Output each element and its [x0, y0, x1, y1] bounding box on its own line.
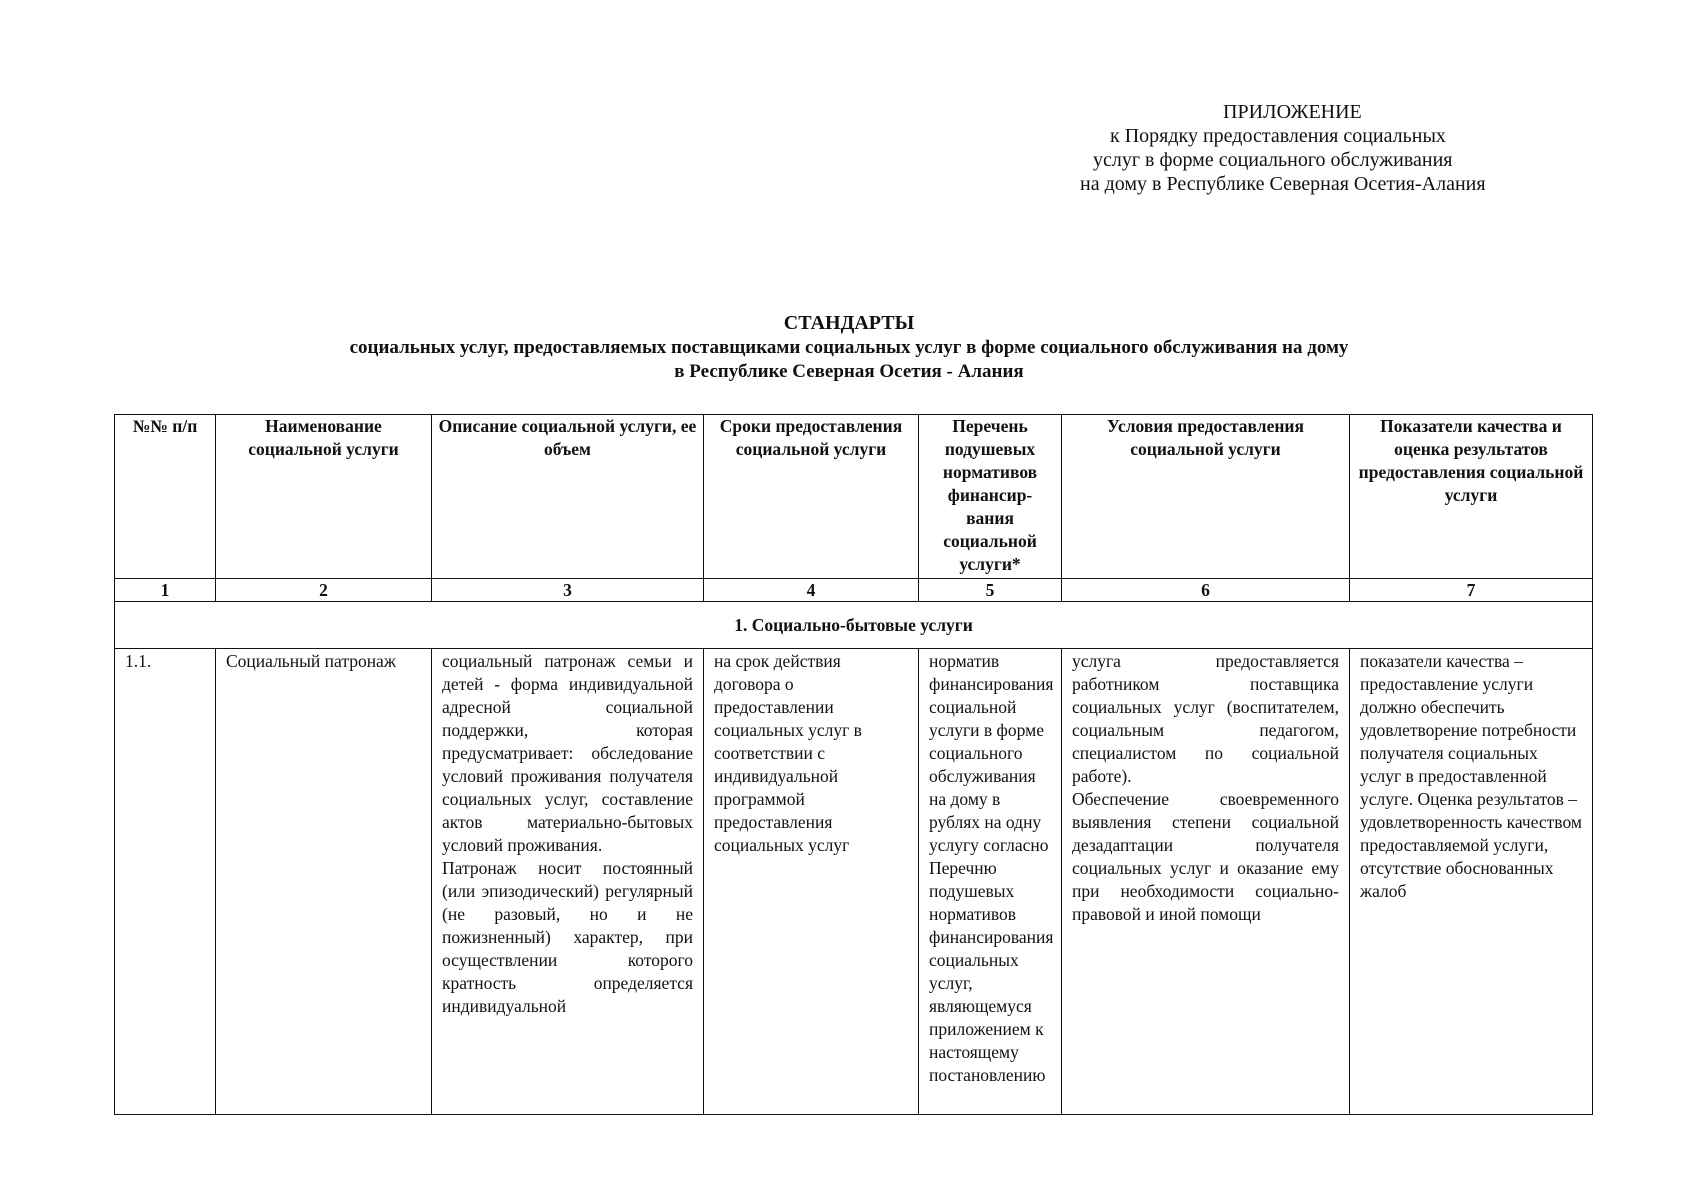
service-conditions — [1062, 649, 1350, 1115]
description-paragraph: Патронаж носит постоянный (или эпизодический) регулярный (не разовый, но и не пожизненный) характер, при осуществлении которого кратность определяется индивидуальной — [442, 858, 693, 1016]
title-subtitle: социальных услуг, предоставляемых поставщиками социальных услуг в форме социального обслуживания на дому — [349, 337, 1349, 358]
appendix-block — [1060, 100, 1580, 196]
service-norms: норматив финансирования социальной услуги в форме социального обслуживания на дому в рублях на одну услугу согласно Перечню подушевых нормативов финансирования социальных услуг, являющемуся приложением к настоящему постановлению — [919, 649, 1062, 1115]
service-name: Социальный патронаж — [216, 649, 432, 1115]
conditions-paragraph: Обеспечение своевременного выявления степени социальной дезадаптации получателя социальных услуг и оказание ему при необходимости социально-правовой и иной помощи — [1072, 789, 1339, 924]
title-subtitle-region: в Республике Северная Осетия - Алания — [674, 361, 1024, 382]
service-description — [432, 649, 704, 1115]
column-number: 5 — [919, 579, 1062, 602]
header-cell: Показатели качества и оценка результатов предоставления социальной услуги — [1350, 415, 1593, 579]
table-header-row — [115, 415, 1593, 579]
header-cell: Наименование социальной услуги — [216, 415, 432, 579]
header-cell: Перечень подушевых нормативов финансир-вания социальной услуги* — [919, 415, 1062, 579]
service-quality: показатели качества – предоставление услуги должно обеспечить удовлетворение потребности получателя социальных услуг в предоставленной услуге. Оценка результатов – удовлетворенность качеством предоставляемой услуги, отсутствие обоснованных жалоб — [1350, 649, 1593, 1115]
description-paragraph: социальный патронаж семьи и детей - форма индивидуальной адресной социальной поддержки, которая предусматривает: обследование условий проживания получателя социальных услуг, составление актов материально-бытовых условий проживания. — [442, 651, 693, 855]
section-row — [115, 602, 1593, 649]
column-number: 6 — [1062, 579, 1350, 602]
document-title — [0, 310, 1698, 384]
service-terms: на срок действия договора о предоставлении социальных услуг в соответствии с индивидуальной программой предоставления социальных услуг — [704, 649, 919, 1115]
service-number: 1.1. — [115, 649, 216, 1115]
appendix-line: на дому в Республике Северная Осетия-Алания — [1080, 173, 1486, 195]
column-number-row — [115, 579, 1593, 602]
header-cell: Сроки предоставления социальной услуги — [704, 415, 919, 579]
column-number: 7 — [1350, 579, 1593, 602]
section-title: 1. Социально-бытовые услуги — [115, 602, 1593, 649]
column-number: 2 — [216, 579, 432, 602]
header-cell: Описание социальной услуги, ее объем — [432, 415, 704, 579]
column-number: 1 — [115, 579, 216, 602]
appendix-line: услуг в форме социального обслуживания — [1093, 149, 1453, 171]
header-cell: №№ п/п — [115, 415, 216, 579]
conditions-paragraph: услуга предоставляется работником поставщика социальных услуг (воспитателем, социальным педагогом, специалистом по социальной работе). — [1072, 651, 1339, 786]
column-number: 4 — [704, 579, 919, 602]
header-cell: Условия предоставления социальной услуги — [1062, 415, 1350, 579]
standards-table — [114, 414, 1593, 1115]
appendix-line: к Порядку предоставления социальных — [1110, 125, 1446, 147]
title-main: СТАНДАРТЫ — [783, 312, 915, 334]
appendix-heading: ПРИЛОЖЕНИЕ — [1223, 101, 1362, 123]
table-row — [115, 649, 1593, 1115]
column-number: 3 — [432, 579, 704, 602]
